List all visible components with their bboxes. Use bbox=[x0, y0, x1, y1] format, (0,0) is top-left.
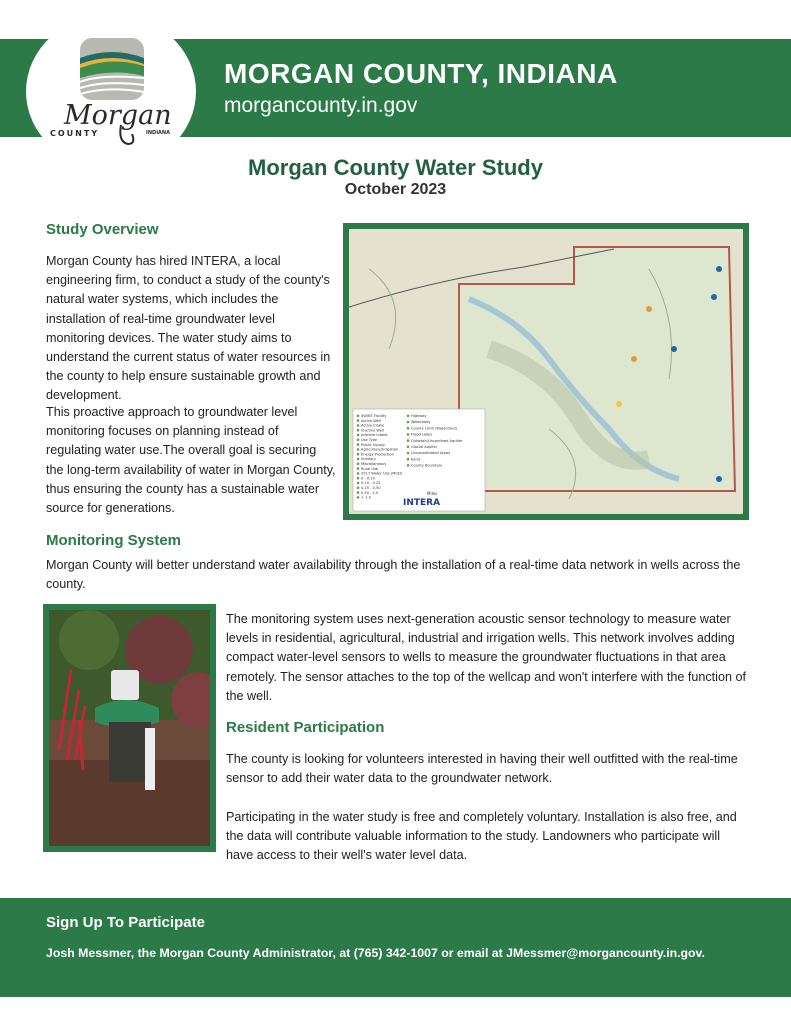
map-legend-item: Active Intake bbox=[361, 423, 385, 428]
map-legend-item: 0 - 0.10 bbox=[361, 476, 375, 481]
signup-heading: Sign Up To Participate bbox=[46, 914, 205, 931]
map-legend-swatch bbox=[357, 491, 360, 494]
map-legend-swatch bbox=[407, 421, 410, 424]
map-legend-swatch bbox=[357, 463, 360, 466]
contact-info[interactable]: Josh Messmer, the Morgan County Administrator, at (765) 342-1007 or email at JMessmer@morgancounty.in.gov. bbox=[46, 946, 705, 960]
map-legend-swatch bbox=[357, 429, 360, 432]
map-legend-swatch bbox=[357, 424, 360, 427]
map-legend-swatch bbox=[357, 419, 360, 422]
participation-paragraph-2: Participating in the water study is free and completely voluntary. Installation is also free, and the data will contribute valuable information to the study. Landowners who participate will have access to their well's water level data. bbox=[226, 810, 737, 863]
map-legend-swatch bbox=[357, 453, 360, 456]
map-legend-swatch bbox=[357, 472, 360, 475]
map-legend-swatch bbox=[357, 467, 360, 470]
map-legend-swatch bbox=[357, 482, 360, 485]
logo-word-text: Morgan bbox=[64, 100, 172, 131]
map-legend-swatch bbox=[357, 487, 360, 490]
overview-paragraph-2: This proactive approach to groundwater level monitoring focuses on planning instead of regulating water use.The overall goal is securing the long-term availability of water in Morgan County, thus ensuring the county has a sustainable water source for generations. bbox=[46, 405, 336, 516]
map-legend-swatch bbox=[357, 458, 360, 461]
map-legend-item: Inactive Well bbox=[361, 428, 384, 433]
map-legend-item: Miscellaneous bbox=[361, 462, 387, 466]
map-legend-item: Use Type bbox=[361, 438, 378, 442]
map-legend-item: Highway bbox=[411, 414, 427, 418]
study-overview-heading: Study Overview bbox=[46, 221, 159, 238]
map-legend-item: Karst bbox=[411, 457, 421, 462]
map-legend-item: > 1.0 bbox=[361, 495, 371, 500]
well-sensor-photo bbox=[43, 604, 216, 852]
map-legend-item: Unconsolidated Areas bbox=[411, 451, 451, 456]
map-legend-item: County Limit (Watershed) bbox=[411, 426, 458, 431]
map-legend-item: Public Supply bbox=[361, 442, 386, 447]
map-legend-item: SWINT Facility bbox=[361, 414, 387, 418]
map-legend-swatch bbox=[357, 477, 360, 480]
map-legend-item: Energy Production bbox=[361, 452, 394, 457]
water-study-map bbox=[343, 223, 749, 520]
map-legend-swatch bbox=[357, 496, 360, 499]
resident-participation-heading: Resident Participation bbox=[226, 719, 385, 736]
document-title: Morgan County Water Study bbox=[248, 155, 543, 180]
map-legend-swatch bbox=[407, 433, 410, 436]
map-legend-item: Active Well bbox=[361, 418, 381, 423]
county-title: MORGAN COUNTY, INDIANA bbox=[224, 58, 618, 89]
map-legend-item: Rural Use bbox=[361, 466, 379, 471]
county-map-graphic bbox=[349, 229, 743, 514]
map-legend-swatch bbox=[407, 452, 410, 455]
map-legend-item: Glacial Aquifer bbox=[411, 445, 438, 449]
well-sensor-image bbox=[49, 610, 210, 846]
logo-county-text: COUNTY bbox=[50, 129, 100, 138]
monitoring-system-heading: Monitoring System bbox=[46, 532, 182, 549]
county-emblem-icon bbox=[80, 38, 144, 100]
map-legend-item: County Boundary bbox=[411, 463, 443, 468]
county-logo-wordmark bbox=[46, 98, 178, 150]
map-legend-swatch bbox=[357, 448, 360, 451]
map-legend-item: Agriculture/Irrigation bbox=[361, 447, 399, 452]
map-legend-swatch bbox=[407, 464, 410, 467]
map-legend-swatch bbox=[357, 443, 360, 446]
participation-paragraph-1: The county is looking for volunteers interested in having their well outfitted with the real-time sensor to add their water data to the groundwater network. bbox=[226, 752, 738, 786]
map-legend-swatch bbox=[357, 415, 360, 418]
map-legend-item: 2017 Water Use (MGD) bbox=[361, 471, 403, 476]
map-scale-unit: Miles bbox=[427, 491, 438, 496]
map-legend-item: 0.25 - 0.50 bbox=[361, 486, 381, 490]
map-legend-item: Flood Lakes bbox=[411, 432, 433, 437]
map-legend-item: 0.50 - 1.0 bbox=[361, 490, 379, 495]
map-legend-item: Outwash/Unconfined Aquifer bbox=[411, 438, 463, 443]
map-legend-item: Inactive Intake bbox=[361, 433, 388, 438]
map-legend-swatch bbox=[407, 439, 410, 442]
county-website-url[interactable]: morgancounty.in.gov bbox=[224, 94, 418, 117]
map-legend-swatch bbox=[357, 439, 360, 442]
map-legend-swatch bbox=[407, 415, 410, 418]
map-legend-item: 0.10 - 0.25 bbox=[361, 481, 381, 486]
document-date: October 2023 bbox=[344, 181, 447, 198]
logo-state-text: INDIANA bbox=[146, 130, 170, 136]
overview-paragraph-1: Morgan County has hired INTERA, a local engineering firm, to conduct a study of the county's natural water systems, which includes the installation of real-time groundwater level monitoring devices. The water study aims to understand the current status of water resources in the county to help ensure sustainable growth and development. bbox=[46, 254, 331, 403]
intera-brand-text: INTERA bbox=[403, 498, 441, 508]
monitoring-detail: The monitoring system uses next-generation acoustic sensor technology to measure water levels in residential, agricultural, industrial and irrigation wells. This network involves adding compact water-level sensors to wells to measure the groundwater fluctuations in that area remotely. The sensor attaches to the top of the wellcap and won't interfere with the function of the well. bbox=[226, 612, 746, 703]
map-legend-item: Waterbody bbox=[411, 420, 431, 425]
map-legend-swatch bbox=[357, 434, 360, 437]
monitoring-intro: Morgan County will better understand water availability through the installation of a real-time data network in wells across the county. bbox=[46, 558, 741, 592]
map-legend-swatch bbox=[407, 458, 410, 461]
map-legend-item: Industry bbox=[361, 457, 376, 462]
map-legend-swatch bbox=[407, 446, 410, 449]
map-legend-swatch bbox=[407, 427, 410, 430]
